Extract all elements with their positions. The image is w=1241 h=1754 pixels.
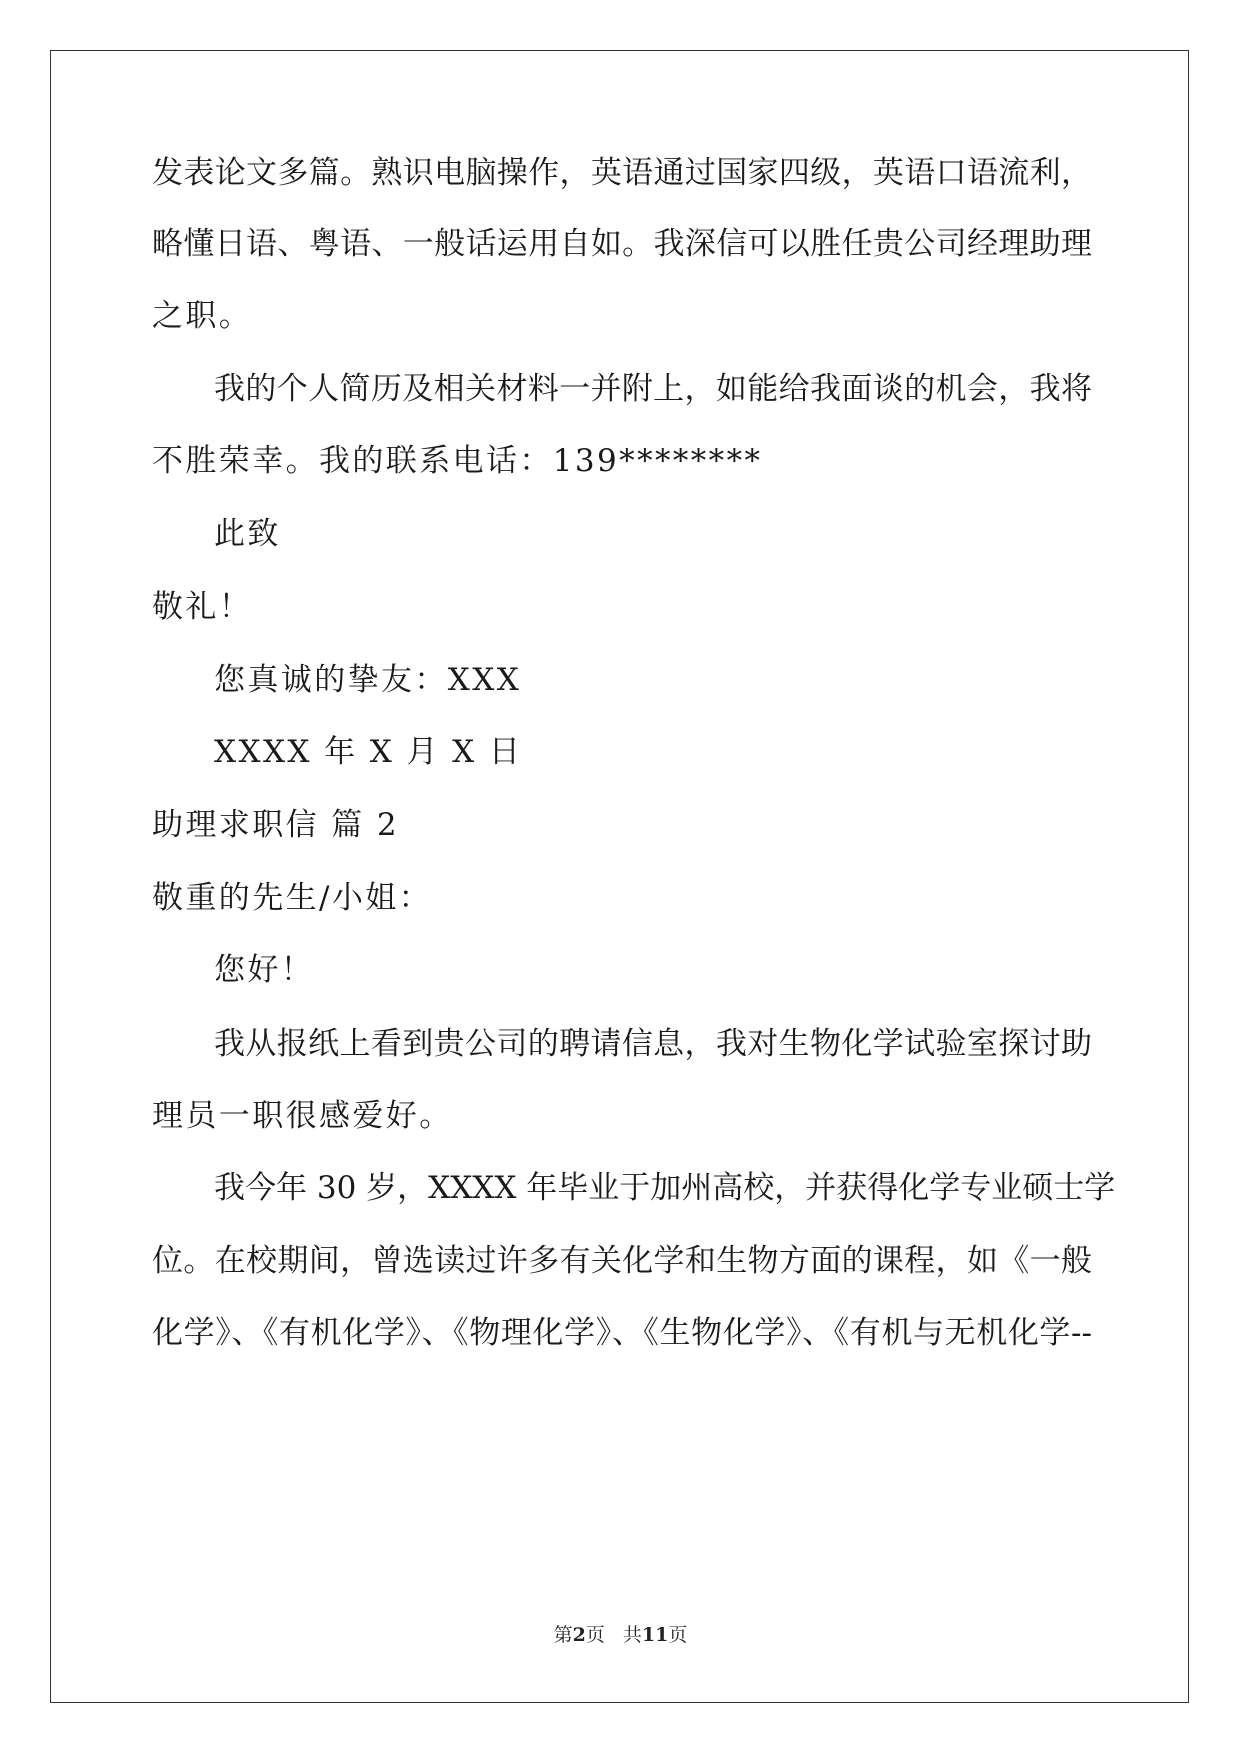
footer-page-unit: 页 <box>585 1624 605 1646</box>
signature: 您真诚的挚友：XXX <box>214 662 522 698</box>
paragraph-line: 发表论文多篇。熟识电脑操作，英语通过国家四级，英语口语流利， <box>152 155 1092 191</box>
paragraph-line: 不胜荣幸。我的联系电话：139******** <box>152 443 763 479</box>
paragraph-line: 理员一职很感爱好。 <box>152 1098 453 1134</box>
paragraph-line: 之职。 <box>152 298 253 334</box>
paragraph-line: 化学》、《有机化学》、《物理化学》、《生物化学》、《有机与无机化学-- <box>152 1315 1092 1351</box>
footer-total-prefix: 共 <box>622 1624 642 1646</box>
page-footer <box>0 1623 1241 1647</box>
greeting: 您好！ <box>214 952 315 988</box>
footer-total-unit: 页 <box>668 1624 688 1646</box>
date: XXXX 年 X 月 X 日 <box>214 734 523 770</box>
closing-salute: 敬礼！ <box>152 589 253 625</box>
salutation: 敬重的先生/小姐： <box>152 880 433 916</box>
footer-page-number: 2 <box>572 1624 586 1646</box>
paragraph-line: 我的个人简历及相关材料一并附上，如能给我面谈的机会，我将 <box>214 371 1092 407</box>
paragraph-line: 我从报纸上看到贵公司的聘请信息，我对生物化学试验室探讨助 <box>214 1026 1092 1062</box>
paragraph-line: 略懂日语、粤语、一般话运用自如。我深信可以胜任贵公司经理助理 <box>152 226 1092 262</box>
footer-total-pages: 11 <box>641 1624 669 1646</box>
section-heading: 助理求职信 篇 2 <box>152 807 400 843</box>
footer-prefix: 第 <box>553 1624 573 1646</box>
paragraph-line: 我今年 30 岁，XXXX 年毕业于加州高校，并获得化学专业硕士学 <box>214 1170 1116 1206</box>
paragraph-line: 位。在校期间，曾选读过许多有关化学和生物方面的课程，如《一般 <box>152 1243 1092 1279</box>
closing-phrase: 此致 <box>214 516 281 552</box>
